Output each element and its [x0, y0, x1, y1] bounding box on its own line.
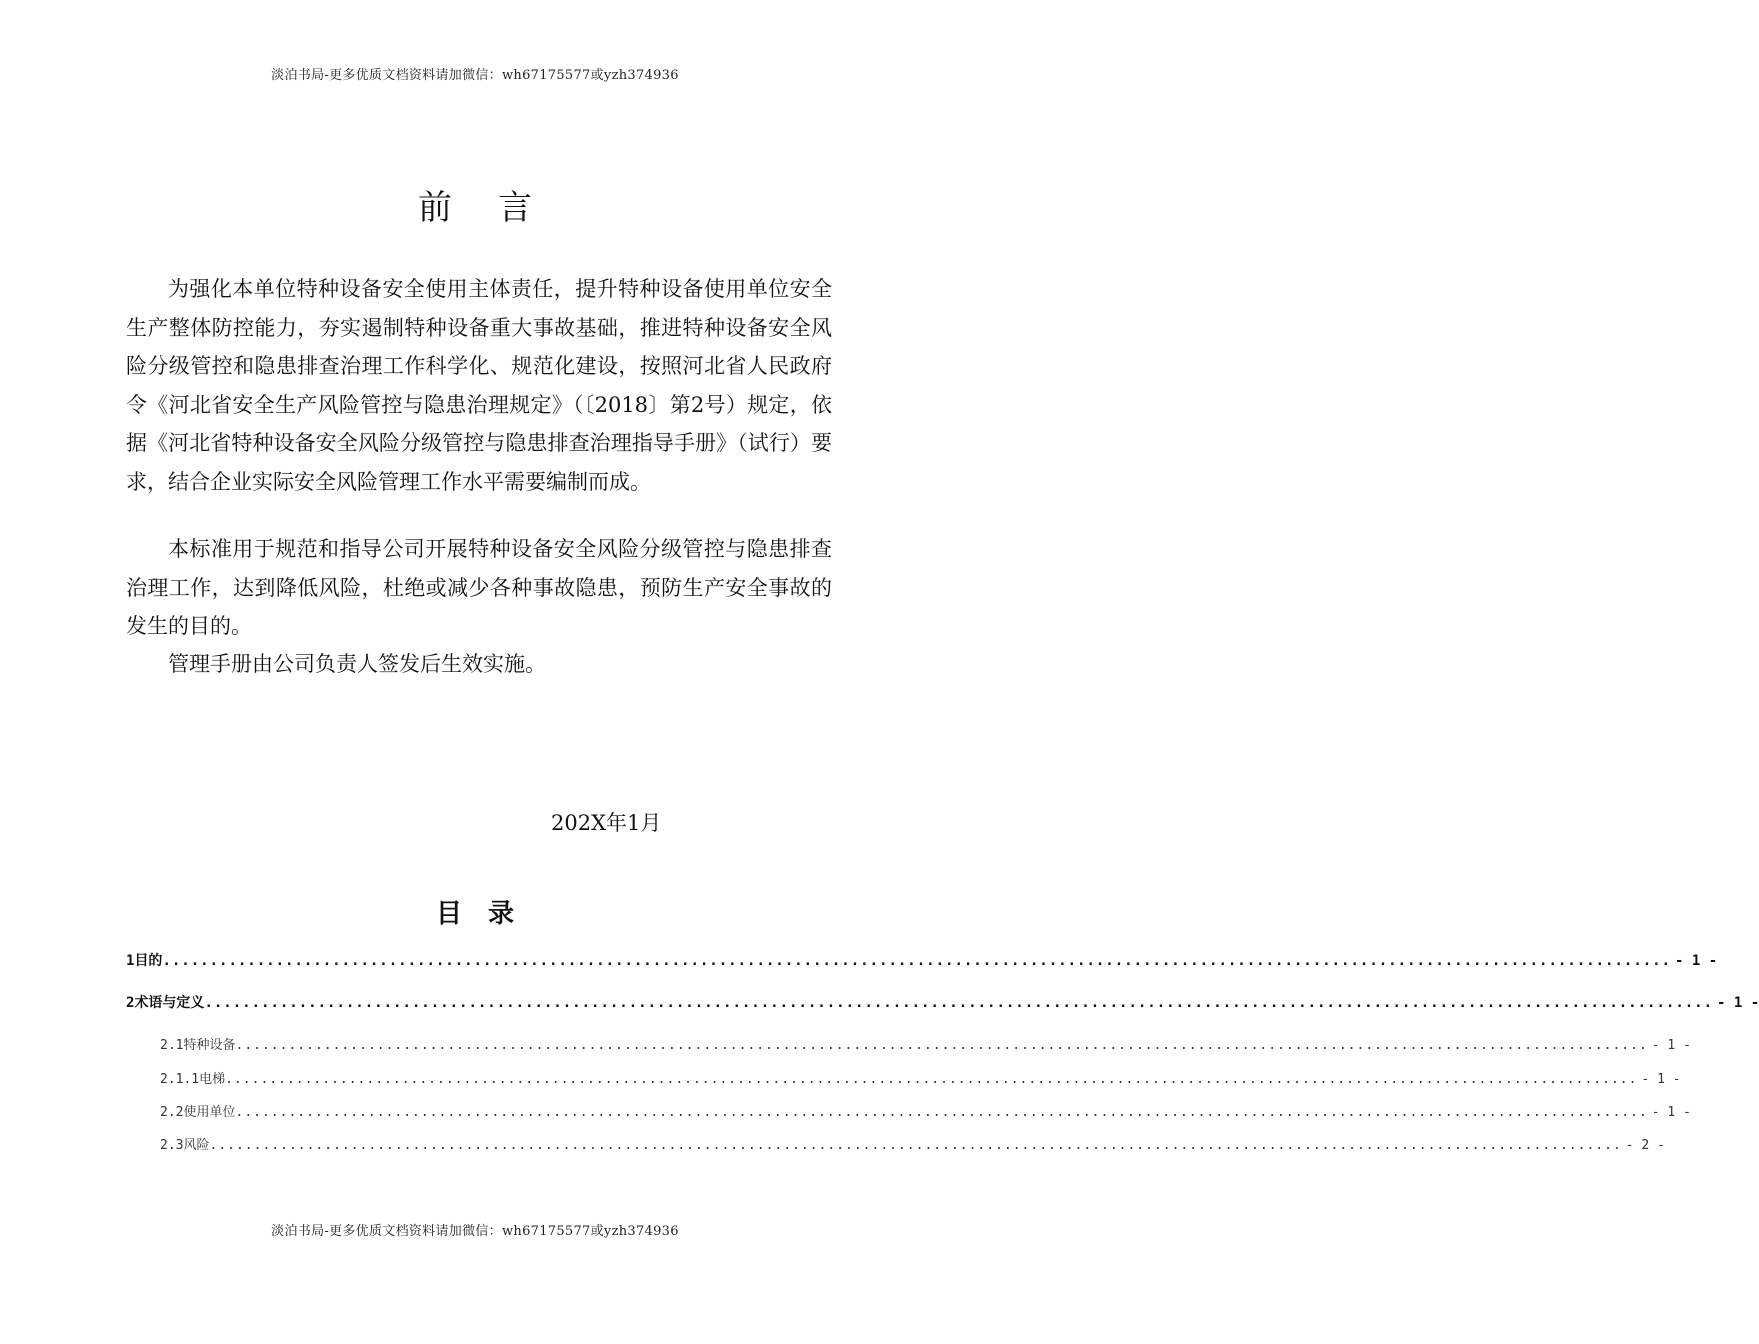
- preface-date: 202X年1月: [551, 811, 662, 835]
- toc-entry-label: 使用单位: [183, 1105, 236, 1120]
- footer-watermark-note: 淡泊书局-更多优质文档资料请加微信：wh67175577或yzh374936: [271, 1224, 679, 1239]
- toc-entry-label: 风险: [183, 1138, 210, 1153]
- toc-entry-2-3[interactable]: [160, 1134, 1665, 1153]
- toc-entry-label: 目的: [134, 953, 163, 969]
- toc-entry-2-2[interactable]: [160, 1101, 1691, 1120]
- preface-title: 前言: [418, 188, 578, 228]
- toc-entry-page: - 1 -: [1651, 1105, 1691, 1120]
- toc-entry-page: - 2 -: [1625, 1138, 1665, 1153]
- header-watermark-note: 淡泊书局-更多优质文档资料请加微信：wh67175577或yzh374936: [271, 68, 679, 83]
- toc-entry-page: - 1 -: [1675, 953, 1718, 969]
- toc-leader-dots: ................................................................................................................................................................: [209, 1138, 1622, 1153]
- toc-entry-page: - 1 -: [1641, 1072, 1681, 1087]
- toc-entry-number: 2.3: [160, 1138, 184, 1153]
- preface-paragraph-3: 管理手册由公司负责人签发后生效实施。: [168, 652, 546, 676]
- toc-entry-number: 2.1.1: [160, 1072, 200, 1087]
- toc-leader-dots: ................................................................................................................................................................: [235, 1038, 1648, 1053]
- toc-entry-2[interactable]: [126, 992, 1759, 1012]
- toc-entry-2-1-1[interactable]: [160, 1068, 1681, 1087]
- preface-paragraph-2: 本标准用于规范和指导公司开展特种设备安全风险分级管控与隐患排查治理工作，达到降低风险，杜绝或减少各种事故隐患，预防生产安全事故的发生的目的。: [126, 537, 832, 638]
- toc-leader-dots: ................................................................................................................................................................: [225, 1072, 1638, 1087]
- toc-entry-number: 2.2: [160, 1105, 184, 1120]
- toc-entry-label: 术语与定义: [134, 995, 205, 1011]
- toc-entry-2-1[interactable]: [160, 1034, 1691, 1053]
- toc-entry-page: - 1 -: [1717, 995, 1759, 1011]
- toc-entry-1[interactable]: [126, 950, 1718, 970]
- toc-title: 目录: [435, 899, 540, 929]
- toc-leader-dots: ................................................................................................................................................................: [162, 953, 1672, 969]
- toc-entry-label: 电梯: [199, 1072, 226, 1087]
- toc-entry-number: 1: [126, 953, 135, 969]
- toc-entry-page: - 1 -: [1651, 1038, 1691, 1053]
- toc-leader-dots: ................................................................................................................................................................: [235, 1105, 1648, 1120]
- toc-entry-number: 2: [126, 995, 135, 1011]
- toc-entry-number: 2.1: [160, 1038, 184, 1053]
- preface-paragraph-1: 为强化本单位特种设备安全使用主体责任，提升特种设备使用单位安全生产整体防控能力，夯实遏制特种设备重大事故基础，推进特种设备安全风险分级管控和隐患排查治理工作科学化、规范化建设，按照河北省人民政府令《河北省安全生产风险管控与隐患治理规定》（〔2018〕第2号）规定，依据《河北省特种设备安全风险分级管控与隐患排查治理指导手册》（试行）要求，结合企业实际安全风险管理工作水平需要编制而成。: [126, 277, 832, 494]
- toc-entry-label: 特种设备: [183, 1038, 236, 1053]
- toc-leader-dots: ................................................................................................................................................................: [204, 995, 1714, 1011]
